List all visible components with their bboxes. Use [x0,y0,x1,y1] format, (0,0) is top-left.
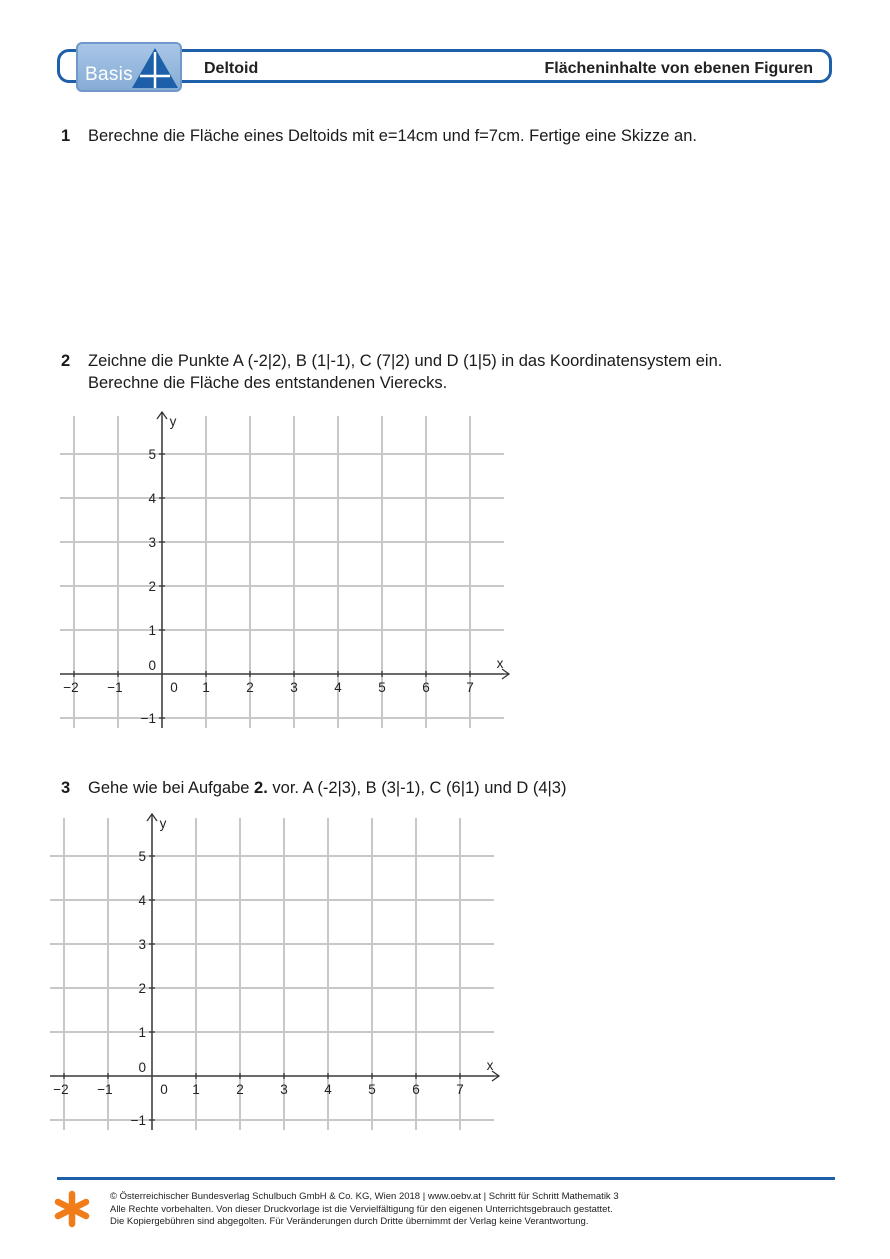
x-tick-label: 7 [456,1082,464,1097]
topic-title: Deltoid [204,60,259,77]
x-axis-label: x [486,1058,494,1073]
y-tick-label: 3 [138,937,146,952]
y-tick-label: 0 [148,658,156,673]
x-tick-label: −1 [97,1082,113,1097]
y-tick-label: −1 [130,1113,146,1128]
task-text-line2: Berechne die Fläche des entstandenen Vierecks. [88,374,448,392]
coordinate-grid-task-2[interactable] [56,410,516,735]
x-tick-label: −2 [63,680,79,695]
x-tick-label: 2 [236,1082,244,1097]
y-tick-label: 0 [138,1060,146,1075]
x-tick-label: −2 [53,1082,69,1097]
coordinate-grid-svg[interactable] [46,812,506,1132]
x-tick-label: 6 [422,680,430,695]
y-tick-label: 5 [148,447,156,462]
y-axis-label: y [159,816,167,831]
y-tick-label: −1 [140,711,156,726]
x-tick-label: 5 [378,680,386,695]
x-tick-label: 7 [466,680,474,695]
coordinate-grid-svg[interactable] [56,410,516,730]
y-tick-label: 4 [148,491,156,506]
x-tick-label: 4 [324,1082,332,1097]
y-axis-label: y [169,414,177,429]
x-tick-label: 2 [246,680,254,695]
x-tick-label: 1 [192,1082,200,1097]
task-text-before: Gehe wie bei Aufgabe [88,779,255,797]
x-tick-label: 1 [202,680,210,695]
x-tick-label: 5 [368,1082,376,1097]
footer-line-2: Alle Rechte vorbehalten. Von dieser Druckvorlage ist die Vervielfältigung für den eigenen Unterrichtsgebrauch gestattet. [110,1203,613,1215]
y-tick-label: 2 [138,981,146,996]
x-tick-label: 6 [412,1082,420,1097]
footer-line-3: Die Kopiergebühren sind abgegolten. Für Veränderungen durch Dritte übernimmt der Verlag keine Verantwortung. [110,1216,589,1228]
coordinate-grid-task-3[interactable] [46,812,506,1137]
x-tick-label: 4 [334,680,342,695]
task-reference: 2. [254,779,268,797]
badge-label: Basis [85,64,133,85]
x-tick-label: 0 [170,680,178,695]
level-badge [76,42,182,92]
y-tick-label: 5 [138,849,146,864]
triangle-logo-icon [130,46,180,90]
footer-line-1: © Österreichischer Bundesverlag Schulbuch GmbH & Co. KG, Wien 2018 | www.oebv.at | Schritt für Schritt Mathematik 3 [110,1191,619,1202]
task-number: 2 [61,352,71,370]
chapter-title: Flächeninhalte von ebenen Figuren [544,60,813,77]
task-text-after: vor. A (-2|3), B (3|-1), C (6|1) und D (4|3) [267,779,567,797]
x-tick-label: −1 [107,680,123,695]
task-number: 1 [61,127,71,145]
publisher-logo-icon [54,1190,90,1228]
task-text [88,777,566,799]
y-tick-label: 2 [148,579,156,594]
y-tick-label: 1 [138,1025,146,1040]
task-text-line1: Zeichne die Punkte A (-2|2), B (1|-1), C (7|2) und D (1|5) in das Koordinatensystem ein. [88,352,723,370]
x-tick-label: 0 [160,1082,168,1097]
footer-copyright [110,1191,619,1229]
footer-rule [57,1177,835,1180]
task-number: 3 [61,779,71,797]
y-tick-label: 4 [138,893,146,908]
x-axis-label: x [496,656,504,671]
y-tick-label: 1 [148,623,156,638]
task-text: Berechne die Fläche eines Deltoids mit e=14cm und f=7cm. Fertige eine Skizze an. [88,127,697,145]
y-tick-label: 3 [148,535,156,550]
x-tick-label: 3 [290,680,298,695]
x-tick-label: 3 [280,1082,288,1097]
